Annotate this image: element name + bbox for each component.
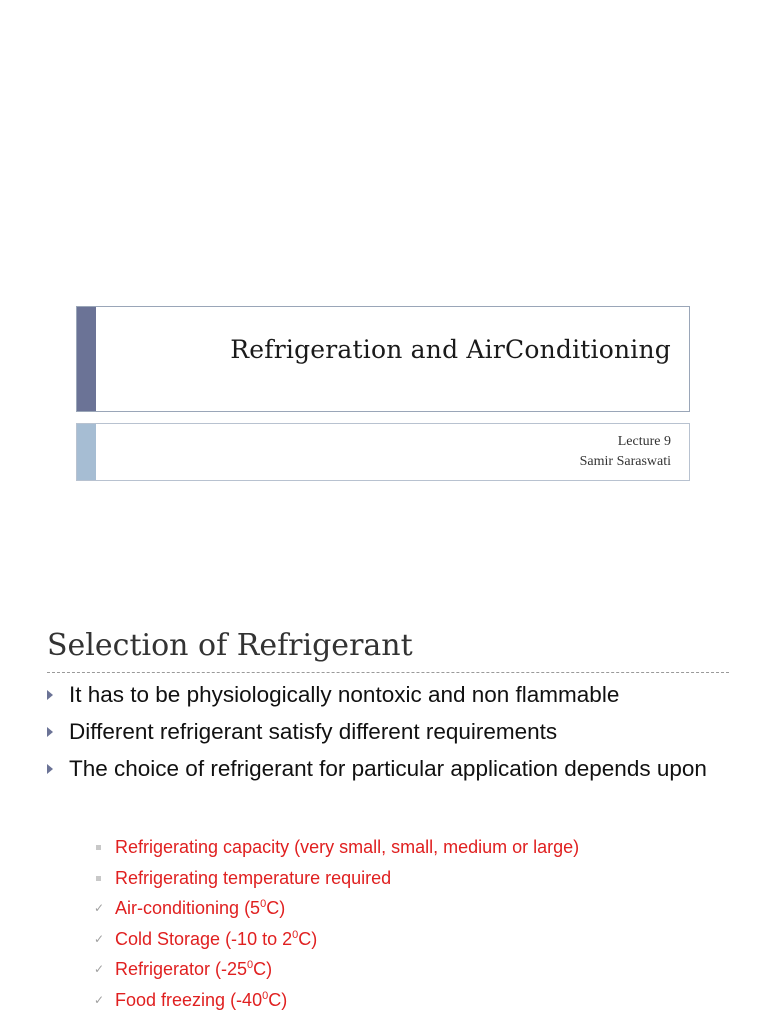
list-item xyxy=(94,865,734,891)
content-slide xyxy=(0,576,768,1024)
list-item xyxy=(44,754,744,784)
list-item xyxy=(94,956,734,982)
title-box xyxy=(76,306,690,412)
sub-item-text: Cold Storage (-10 to $2^0C$) xyxy=(115,928,318,949)
bullet-list xyxy=(44,680,744,791)
square-bullet-icon xyxy=(96,845,101,850)
list-item xyxy=(94,895,734,921)
sub-item-text: Air-conditioning $(5^0C)$ xyxy=(115,898,286,918)
list-item xyxy=(44,717,744,747)
bullet-text: Different refrigerant satisfy different requirements xyxy=(69,719,558,744)
subtitle-accent-bar xyxy=(77,424,96,480)
cover-title: Refrigeration and AirConditioning xyxy=(230,335,671,364)
author-name: Samir Saraswati xyxy=(579,454,671,469)
slide-title: Selection of Refrigerant xyxy=(47,628,413,663)
bullet-text: The choice of refrigerant for particular application depends upon xyxy=(69,756,707,781)
square-bullet-icon xyxy=(96,876,101,881)
title-accent-bar xyxy=(77,307,96,411)
sub-item-text: Refrigerator $(-25^0C)$ xyxy=(115,959,273,979)
checkmark-bullet-icon: ✓ xyxy=(94,992,105,1007)
arrow-bullet-icon xyxy=(47,764,53,774)
arrow-bullet-icon xyxy=(47,727,53,737)
sub-bullet-list xyxy=(94,834,734,1017)
list-item xyxy=(94,987,734,1013)
checkmark-bullet-icon: ✓ xyxy=(94,931,105,946)
sub-item-text: Refrigerating capacity (very small, small, medium or large) xyxy=(115,837,580,857)
list-item xyxy=(94,926,734,952)
checkmark-bullet-icon: ✓ xyxy=(94,901,105,915)
sub-item-text: Refrigerating temperature required xyxy=(115,867,392,888)
title-divider xyxy=(47,672,729,673)
subtitle-lines xyxy=(580,432,671,472)
arrow-bullet-icon xyxy=(47,690,53,700)
lecture-number: Lecture 9 xyxy=(617,434,671,449)
subtitle-box xyxy=(76,423,690,481)
bullet-text: It has to be physiologically nontoxic and non flammable xyxy=(69,682,620,707)
checkmark-bullet-icon: ✓ xyxy=(94,962,105,976)
sub-item-text: Food freezing $(-40^0C)$ xyxy=(115,989,288,1010)
list-item xyxy=(94,834,734,860)
list-item xyxy=(44,680,744,710)
